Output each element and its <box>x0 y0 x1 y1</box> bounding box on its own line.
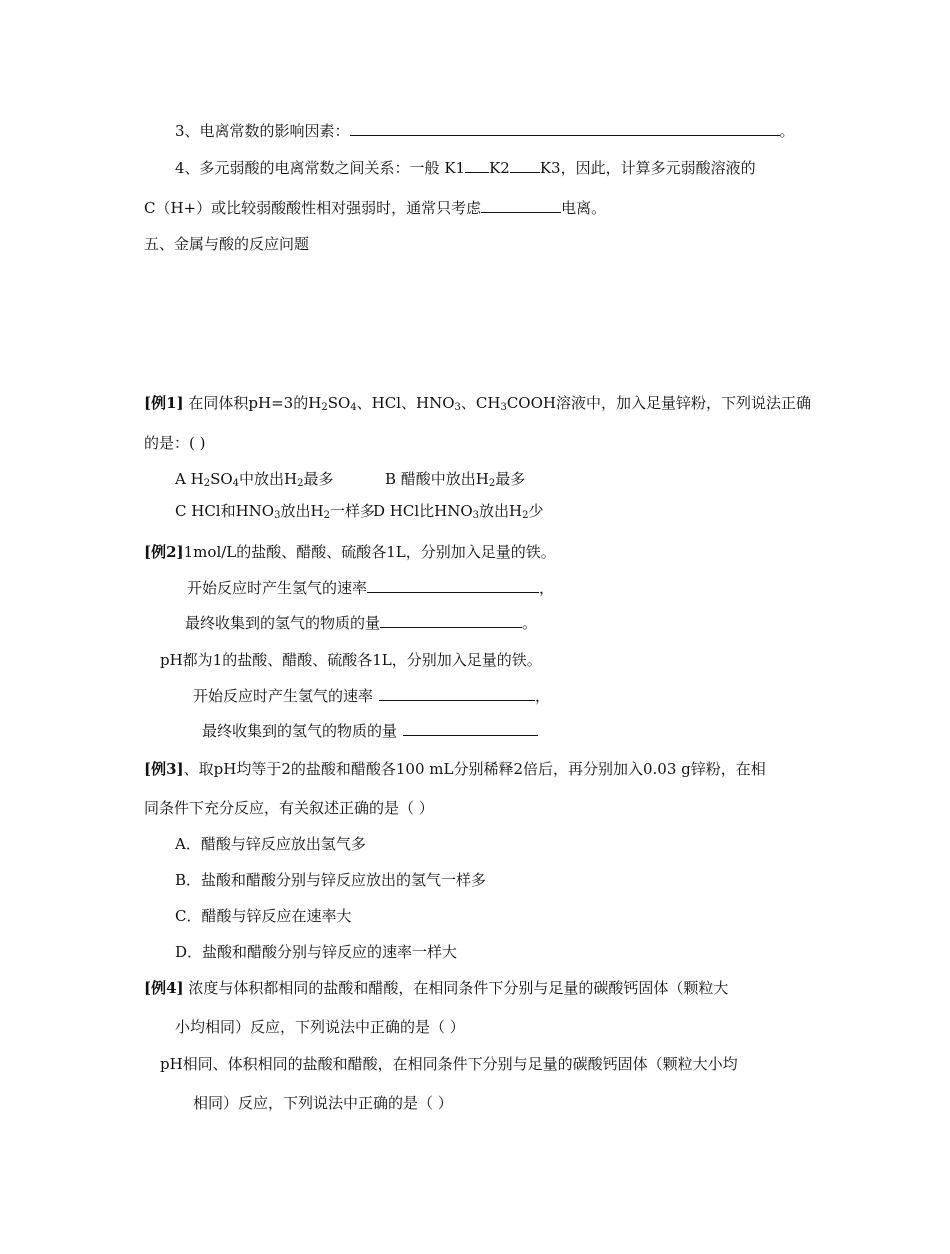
example-label: [例2] <box>144 543 184 561</box>
example-2-amount-2: 最终收集到的氢气的物质的量 <box>202 721 538 741</box>
example-1-question-line2: 的是：( ) <box>144 434 206 452</box>
option-b[interactable]: B 醋酸中放出$H_2$最多 <box>385 470 526 489</box>
option-d[interactable]: D．盐酸和醋酸分别与锌反应的速率一样大 <box>175 943 458 961</box>
example-4-question-line2: 小均相同）反应，下列说法中正确的是（ ） <box>175 1018 465 1036</box>
option-c[interactable]: C HCl和$HNO_3$放出$H_2$一样多 <box>175 502 375 521</box>
blank-field[interactable] <box>379 686 535 701</box>
option-d[interactable]: D HCl比$HNO_3$放出$H_2$少 <box>373 502 544 521</box>
example-2-rate-2: 开始反应时产生氢气的速率 ， <box>193 687 551 705</box>
option-a[interactable]: A $H_2SO_4$中放出$H_2$最多 <box>175 470 334 489</box>
example-4-question-line3: pH相同、体积相同的盐酸和醋酸，在相同条件下分别与足量的碳酸钙固体（颗粒大小均 <box>160 1055 738 1073</box>
item-4: 4、多元弱酸的电离常数之间关系：一般 K1 K2 K3，因此，计算多元弱酸溶液的 <box>175 159 756 177</box>
option-a[interactable]: A．醋酸与锌反应放出氢气多 <box>175 835 366 853</box>
item-3-text: 3、电离常数的影响因素： <box>175 122 350 140</box>
example-1-question: [例1] 在同体积pH=3的$H_2SO_4$、HCl、$HNO_3$、$CH_3COOH$溶液中，加入足量锌粉，下列说法正确 <box>144 394 811 413</box>
example-2-question: [例2]1mol/L的盐酸、醋酸、硫酸各1L，分别加入足量的铁。 <box>144 543 556 561</box>
example-label: [例1] <box>144 394 184 412</box>
example-4-question-line4: 相同）反应，下列说法中正确的是（ ） <box>193 1094 453 1112</box>
option-b[interactable]: B．盐酸和醋酸分别与锌反应放出的氢气一样多 <box>175 871 487 889</box>
blank-field[interactable] <box>380 613 522 628</box>
blank-field[interactable] <box>403 721 538 736</box>
example-2-amount-1: 最终收集到的氢气的物质的量 。 <box>185 614 538 632</box>
blank-field[interactable] <box>367 578 539 593</box>
blank-field[interactable] <box>465 158 489 173</box>
blank-field[interactable] <box>350 121 780 136</box>
option-c[interactable]: C．醋酸与锌反应在速率大 <box>175 907 352 925</box>
example-3-question: [例3]、取pH均等于2的盐酸和醋酸各100 mL分别稀释2倍后，再分别加入0.03 g锌粉，在相 <box>144 760 766 778</box>
example-label: [例4] <box>144 979 184 997</box>
example-2-ph-text: pH都为1的盐酸、醋酸、硫酸各1L，分别加入足量的铁。 <box>160 651 542 669</box>
example-3-question-line2: 同条件下充分反应，有关叙述正确的是（ ） <box>144 799 434 817</box>
item-3: 3、电离常数的影响因素： 。 <box>175 122 795 140</box>
section-heading: 五、金属与酸的反应问题 <box>144 235 310 253</box>
example-label: [例3] <box>144 760 184 778</box>
example-4-question: [例4] 浓度与体积都相同的盐酸和醋酸，在相同条件下分别与足量的碳酸钙固体（颗粒大 <box>144 979 729 997</box>
blank-field[interactable] <box>510 158 540 173</box>
example-2-rate-1: 开始反应时产生氢气的速率 ， <box>187 579 555 597</box>
item-4-line2: C（H+）或比较弱酸酸性相对强弱时，通常只考虑 电离。 <box>144 199 607 217</box>
blank-field[interactable] <box>481 198 561 213</box>
